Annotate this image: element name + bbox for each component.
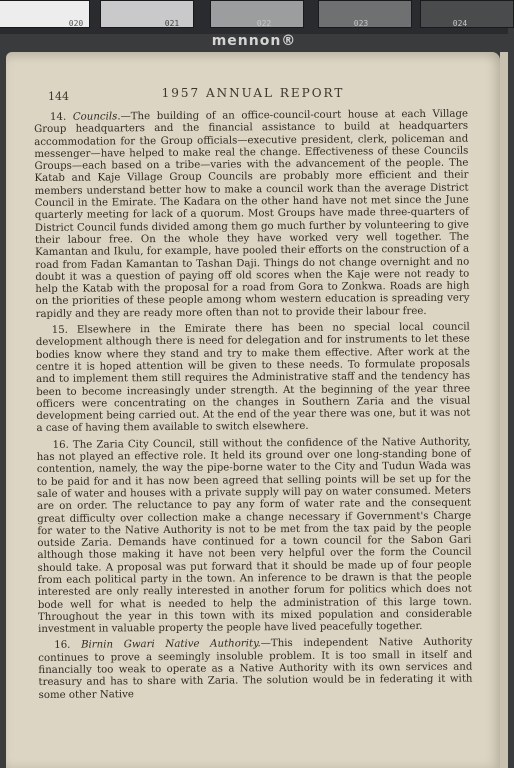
running-title: 1957 ANNUAL REPORT — [161, 86, 345, 100]
paragraph-heading: Councils. — [72, 111, 121, 123]
swatch-label: 023 — [353, 19, 369, 28]
swatch-label: 024 — [452, 19, 468, 28]
swatch-label: 020 — [68, 19, 84, 28]
paragraph — [38, 637, 472, 702]
swatch-label: 021 — [164, 19, 180, 28]
page-number: 144 — [48, 90, 69, 103]
paragraph-text: Elsewhere in the Emirate there has been no special local council development although there is need for delegation and for instruments to let these bodies know where they stand and try to make them effective. After work at the centre it is hoped attention will be given to these needs. To formulate proposals and to implement them still requires the Administrative staff and the tendency has been to become increasingly under strength. At the beginning of the year three officers were concentrating on the changes in Southern Zaria and the visual development being carried out. At the end of the year there was one, but it was not a case of having them available to switch elsewhere. — [35, 321, 471, 435]
paragraph-number: 16. — [54, 640, 71, 652]
swatch-label: 022 — [256, 19, 272, 28]
paragraph-number: 16. — [52, 439, 69, 451]
paragraph-number: 15. — [51, 324, 68, 336]
paragraph-text: —This independent Native Authority continues to prove a seemingly insoluble problem. It is too small in itself and financially too weak to operate as a Native Authority with its own services and treasury and has to share with Zaria. The solution would be in federating it with some other Native — [38, 637, 473, 701]
page-edge — [500, 52, 508, 768]
paragraph-text: —The building of an office-council-court house at each Village Group headquarters and the financial assistance to build at headquarters accommodation for the Group officials—executive president, clerk, policeman and messenger—have helped to make real the change. Effectiveness of these Councils Groups—each based on a tribe—varies with the advancement of the people. The Katab and Kaje Village Group Councils are probably more efficient and their members understand better how to make a council work than the average District Council in the Emirate. The Kadara on the other hand have not met since the June quarterly meeting for lack of a quorum. Most Groups have made three-quarters of District Council funds divided among them go much further by volunteering to give their labour free. On the whole they have worked very well together. The Kamantan and Ikulu, for example, have pooled their efforts on the construction of a road from Fadan Kamantan to Tashan Daji. Things do not change overnight and no doubt it was a question of paying off old scores when the Kaje were not ready to help the Katab with the proposal for a road from Gora to Zonkwa. Roads are high on the priorities of these people among whom western education is spreading very rapidly and they are ready more often than not to provide their labour free. — [34, 108, 470, 320]
paragraph — [34, 109, 470, 321]
color-calibration-strip — [0, 0, 508, 34]
paragraph-heading: Birnin Gwari Native Authority. — [81, 638, 261, 652]
paragraph — [36, 322, 471, 436]
paragraph — [37, 436, 473, 636]
brand-logo: mennon® — [211, 33, 297, 49]
paragraph-text: The Zaria City Council, still without the confidence of the Native Authority, has not played an effective role. It held its ground over one long-standing bone of contention, namely, the way the pipe-borne water to the City and Tudun Wada was to be paid for and it has now been agreed that selling points will be set up for the sale of water and houses with a private supply will pay on water consumed. Meters are on order. The reluctance to pay any form of water rate and the consequent great difficulty over collection make a change necessary if Government's Charge for water to the Native Authority is not to be met from the tax paid by the people outside Zaria. Demands have continued for a town council for the Sabon Gari although those making it have not been very helpful over the form the Council should take. A proposal was put forward that it should be made up of four people from each political party in the town. An inference to be drawn is that the people interested are only really interested in another forum for politics which does not bode well for what is needed to help the administration of this large town. Throughout the year in this town with its mixed population and considerable investment in valuable property the people have lived peacefully together. — [36, 436, 472, 636]
paragraph-number: 14. — [49, 111, 67, 123]
page-header — [48, 86, 458, 106]
body-text — [34, 108, 473, 701]
